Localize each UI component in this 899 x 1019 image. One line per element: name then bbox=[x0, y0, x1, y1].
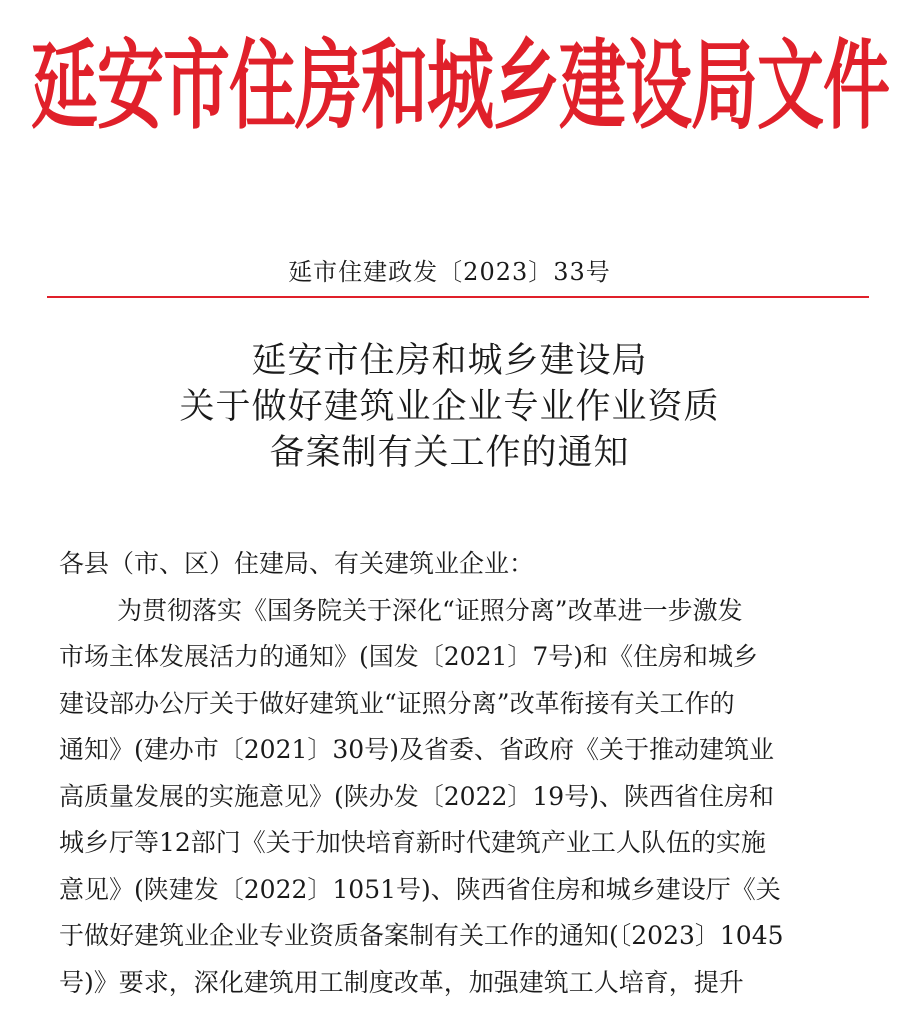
document-number: 延市住建政发〔2023〕33号 bbox=[288, 258, 611, 286]
body-line: 高质量发展的实施意见》(陕办发〔2022〕19号)、陕西省住房和 bbox=[59, 781, 774, 811]
body-line: 意见》(陕建发〔2022〕1051号)、陕西省住房和城乡建设厅《关 bbox=[59, 874, 781, 904]
red-divider-line bbox=[47, 296, 869, 298]
body-line: 号)》要求，深化建筑用工制度改革，加强建筑工人培育，提升 bbox=[59, 967, 744, 997]
document-title bbox=[0, 338, 899, 476]
body-line: 城乡厅等12部门《关于加快培育新时代建筑产业工人队伍的实施 bbox=[59, 828, 766, 857]
body-line: 建设部办公厅关于做好建筑业“证照分离”改革衔接有关工作的 bbox=[59, 688, 735, 718]
salutation: 各县（市、区）住建局、有关建筑业企业： bbox=[59, 549, 535, 578]
body-line: 为贯彻落实《国务院关于深化“证照分离”改革进一步激发 bbox=[117, 595, 743, 625]
body-line: 市场主体发展活力的通知》(国发〔2021〕7号)和《住房和城乡 bbox=[59, 642, 759, 671]
document-body bbox=[59, 541, 875, 1006]
issuer-header-title: 延安市住房和城乡建设局文件 bbox=[31, 28, 889, 143]
title-line-1: 延安市住房和城乡建设局 bbox=[251, 341, 648, 381]
title-line-2: 关于做好建筑业企业专业作业资质 bbox=[179, 387, 720, 427]
body-line: 于做好建筑业企业专业资质备案制有关工作的通知(〔2023〕1045 bbox=[59, 921, 784, 950]
body-line: 通知》(建办市〔2021〕30号)及省委、省政府《关于推动建筑业 bbox=[59, 735, 774, 764]
title-line-3: 备案制有关工作的通知 bbox=[269, 433, 630, 473]
